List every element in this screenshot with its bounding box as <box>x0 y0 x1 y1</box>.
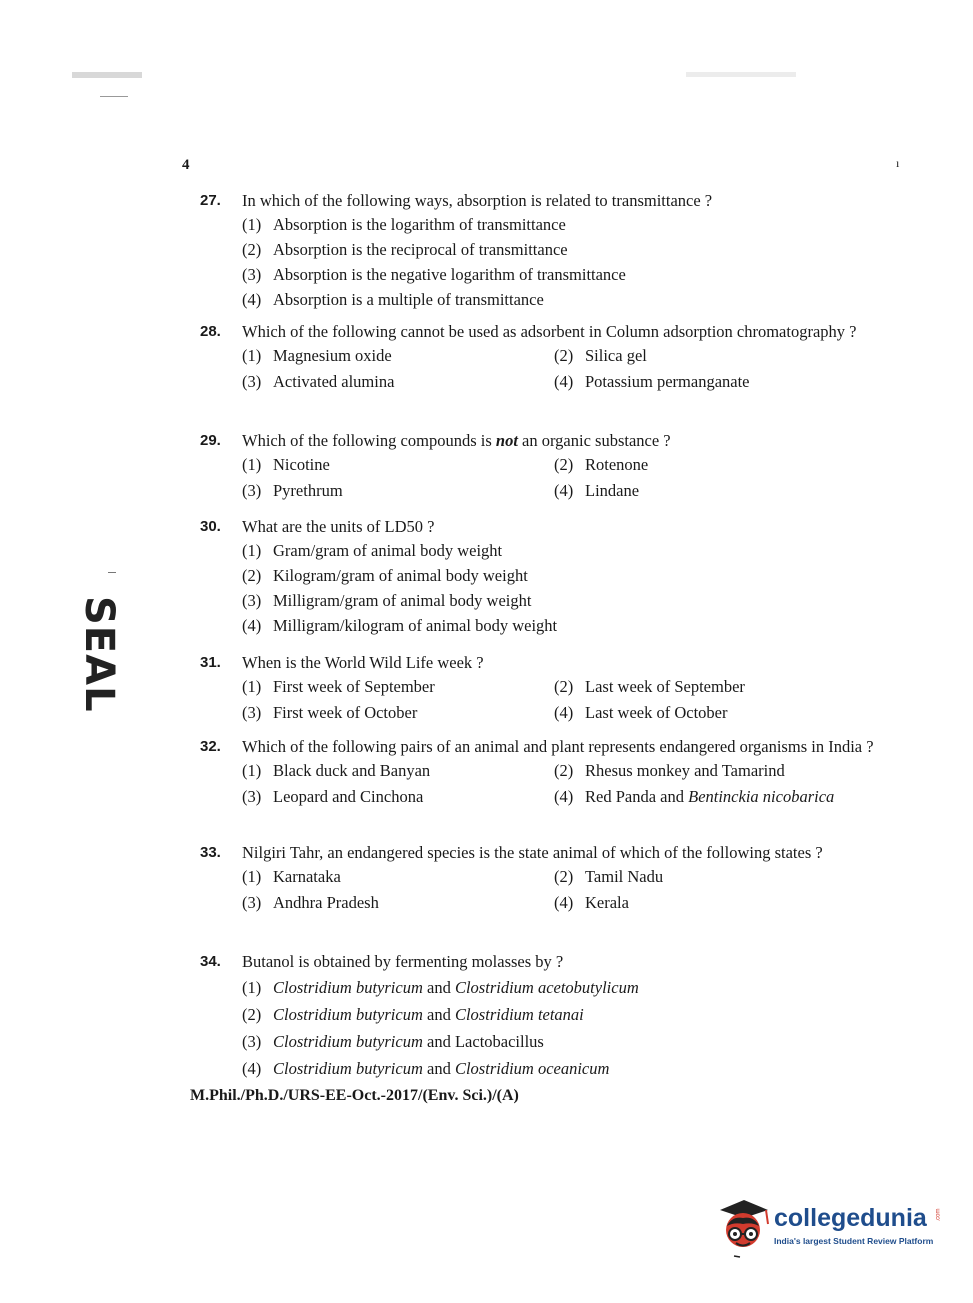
option-label: (3) <box>242 481 262 500</box>
option-label: (2) <box>242 240 262 259</box>
options-grid <box>242 759 902 810</box>
option-label: (2) <box>554 346 574 365</box>
option-label: (3) <box>242 893 262 912</box>
options-grid <box>242 675 902 726</box>
option-species-name: Clostridium tetanai <box>454 1005 584 1024</box>
question-number: 29. <box>200 432 221 449</box>
stem-text: Which of the following compounds is <box>242 431 496 450</box>
option-label: (2) <box>242 566 262 585</box>
paper-code-footer: M.Phil./Ph.D./URS-EE-Oct.-2017/(Env. Sci.)/(A) <box>190 1087 519 1104</box>
option-4 <box>242 614 902 639</box>
option-label: (3) <box>242 265 262 284</box>
logo-tagline: India's largest Student Review Platform <box>774 1236 934 1246</box>
option-label: (4) <box>554 787 574 806</box>
option-2 <box>242 238 902 263</box>
option-label: (1) <box>242 761 262 780</box>
options-grid <box>242 344 902 395</box>
option-label: (1) <box>242 215 262 234</box>
option-4 <box>554 891 902 916</box>
option-text: First week of September <box>273 677 435 696</box>
question-number: 28. <box>200 323 221 340</box>
option-label: (1) <box>242 978 262 997</box>
question-stem: What are the units of LD50 ? <box>242 517 435 536</box>
option-species-name: Clostridium oceanicum <box>454 1059 610 1078</box>
option-species-name: Clostridium acetobutylicum <box>454 978 639 997</box>
option-4 <box>554 785 902 810</box>
option-text: Activated alumina <box>273 372 395 391</box>
option-species-name: Clostridium butyricum <box>273 978 423 997</box>
option-1 <box>242 453 554 478</box>
option-text: Last week of September <box>585 677 745 696</box>
option-4 <box>554 479 902 504</box>
collegedunia-logo[interactable] <box>714 1196 944 1258</box>
option-conjunction: and <box>422 1059 455 1078</box>
options-list <box>242 213 902 313</box>
question-34 <box>200 950 902 1082</box>
option-4 <box>554 370 902 395</box>
option-conjunction: and <box>422 1005 455 1024</box>
option-label: (1) <box>242 455 262 474</box>
options-list <box>242 974 902 1082</box>
scan-artifact <box>100 96 128 97</box>
option-label: (4) <box>242 290 262 309</box>
question-33 <box>200 841 902 916</box>
question-number: 31. <box>200 654 221 671</box>
option-4 <box>554 701 902 726</box>
option-3 <box>242 370 554 395</box>
option-text: Karnataka <box>273 867 341 886</box>
option-4 <box>242 288 902 313</box>
question-stem: Which of the following pairs of an animal and plant represents endangered organisms in India ? <box>242 737 874 756</box>
option-2 <box>242 1001 902 1028</box>
options-grid <box>242 453 902 504</box>
option-text: Lactobacillus <box>454 1032 544 1051</box>
corner-mark: ı <box>896 156 900 170</box>
mascot-graduate-icon <box>714 1196 772 1258</box>
option-label: (3) <box>242 787 262 806</box>
question-31 <box>200 651 902 726</box>
page-number: 4 <box>182 157 190 173</box>
options-list <box>242 539 902 639</box>
question-32 <box>200 735 902 810</box>
option-text: Absorption is the reciprocal of transmittance <box>273 240 568 259</box>
option-species-name: Clostridium butyricum <box>273 1059 423 1078</box>
option-1 <box>242 675 554 700</box>
option-3 <box>242 785 554 810</box>
logo-domain-suffix: .com <box>935 1208 942 1222</box>
question-stem <box>242 429 902 453</box>
option-text: Rhesus monkey and Tamarind <box>585 761 785 780</box>
option-label: (1) <box>242 677 262 696</box>
option-conjunction: and <box>422 1032 455 1051</box>
option-label: (4) <box>554 372 574 391</box>
option-2 <box>554 675 902 700</box>
option-text: Absorption is the logarithm of transmittance <box>273 215 566 234</box>
question-27 <box>200 189 902 313</box>
option-text: Andhra Pradesh <box>273 893 379 912</box>
option-2 <box>242 564 902 589</box>
option-3 <box>242 479 554 504</box>
option-label: (4) <box>554 481 574 500</box>
seal-label: SEAL <box>76 596 122 713</box>
option-text: First week of October <box>273 703 418 722</box>
stem-emphasis: not <box>495 431 518 450</box>
option-text: Leopard and Cinchona <box>273 787 424 806</box>
option-label: (2) <box>554 867 574 886</box>
option-text: Absorption is the negative logarithm of transmittance <box>273 265 626 284</box>
seal-tick <box>108 572 116 573</box>
question-28 <box>200 320 902 395</box>
stem-text: an organic substance ? <box>517 431 671 450</box>
option-species-name: Bentinckia nicobarica <box>688 787 835 806</box>
option-3 <box>242 589 902 614</box>
option-2 <box>554 344 902 369</box>
question-stem: Which of the following cannot be used as adsorbent in Column adsorption chromatography ? <box>242 322 857 341</box>
option-species-name: Clostridium butyricum <box>273 1005 423 1024</box>
option-1 <box>242 865 554 890</box>
option-conjunction: and <box>422 978 455 997</box>
question-stem: When is the World Wild Life week ? <box>242 653 484 672</box>
option-4 <box>242 1055 902 1082</box>
option-label: (2) <box>554 455 574 474</box>
scan-artifact <box>72 72 142 78</box>
option-3 <box>242 1028 902 1055</box>
option-1 <box>242 539 902 564</box>
option-text: Rotenone <box>585 455 649 474</box>
scan-artifact <box>686 72 796 77</box>
option-label: (4) <box>554 703 574 722</box>
question-29 <box>200 429 902 504</box>
option-label: (4) <box>242 1059 262 1078</box>
option-1 <box>242 974 902 1001</box>
option-3 <box>242 701 554 726</box>
question-stem: Nilgiri Tahr, an endangered species is the state animal of which of the following states ? <box>242 843 823 862</box>
option-text: Lindane <box>585 481 640 500</box>
option-label: (1) <box>242 867 262 886</box>
question-number: 34. <box>200 953 221 970</box>
option-text: Red Panda and <box>585 787 689 806</box>
option-text: Absorption is a multiple of transmittance <box>273 290 544 309</box>
option-text: Nicotine <box>273 455 330 474</box>
question-30 <box>200 515 902 639</box>
option-label: (2) <box>554 761 574 780</box>
option-label: (4) <box>242 616 262 635</box>
option-label: (1) <box>242 541 262 560</box>
option-text: Black duck and Banyan <box>273 761 431 780</box>
question-number: 27. <box>200 192 221 209</box>
option-text: Kilogram/gram of animal body weight <box>273 566 528 585</box>
option-text: Gram/gram of animal body weight <box>273 541 503 560</box>
option-label: (2) <box>554 677 574 696</box>
option-1 <box>242 759 554 784</box>
option-2 <box>554 453 902 478</box>
option-text: Silica gel <box>585 346 647 365</box>
question-stem: In which of the following ways, absorption is related to transmittance ? <box>242 191 713 210</box>
option-label: (3) <box>242 703 262 722</box>
question-number: 32. <box>200 738 221 755</box>
logo-wordmark: collegedunia <box>774 1204 927 1232</box>
option-text: Pyrethrum <box>273 481 343 500</box>
option-1 <box>242 344 554 369</box>
option-text: Potassium permanganate <box>585 372 750 391</box>
option-text: Magnesium oxide <box>273 346 392 365</box>
option-text: Milligram/kilogram of animal body weight <box>273 616 558 635</box>
option-label: (3) <box>242 1032 262 1051</box>
option-label: (1) <box>242 346 262 365</box>
option-1 <box>242 213 902 238</box>
question-number: 30. <box>200 518 221 535</box>
option-2 <box>554 865 902 890</box>
option-text: Last week of October <box>585 703 728 722</box>
option-label: (3) <box>242 591 262 610</box>
option-text: Kerala <box>585 893 629 912</box>
option-text: Tamil Nadu <box>585 867 664 886</box>
option-3 <box>242 263 902 288</box>
question-stem: Butanol is obtained by fermenting molasses by ? <box>242 952 564 971</box>
question-number: 33. <box>200 844 221 861</box>
option-label: (3) <box>242 372 262 391</box>
option-text: Milligram/gram of animal body weight <box>273 591 532 610</box>
option-label: (4) <box>554 893 574 912</box>
options-grid <box>242 865 902 916</box>
option-2 <box>554 759 902 784</box>
option-label: (2) <box>242 1005 262 1024</box>
option-species-name: Clostridium butyricum <box>273 1032 423 1051</box>
option-3 <box>242 891 554 916</box>
